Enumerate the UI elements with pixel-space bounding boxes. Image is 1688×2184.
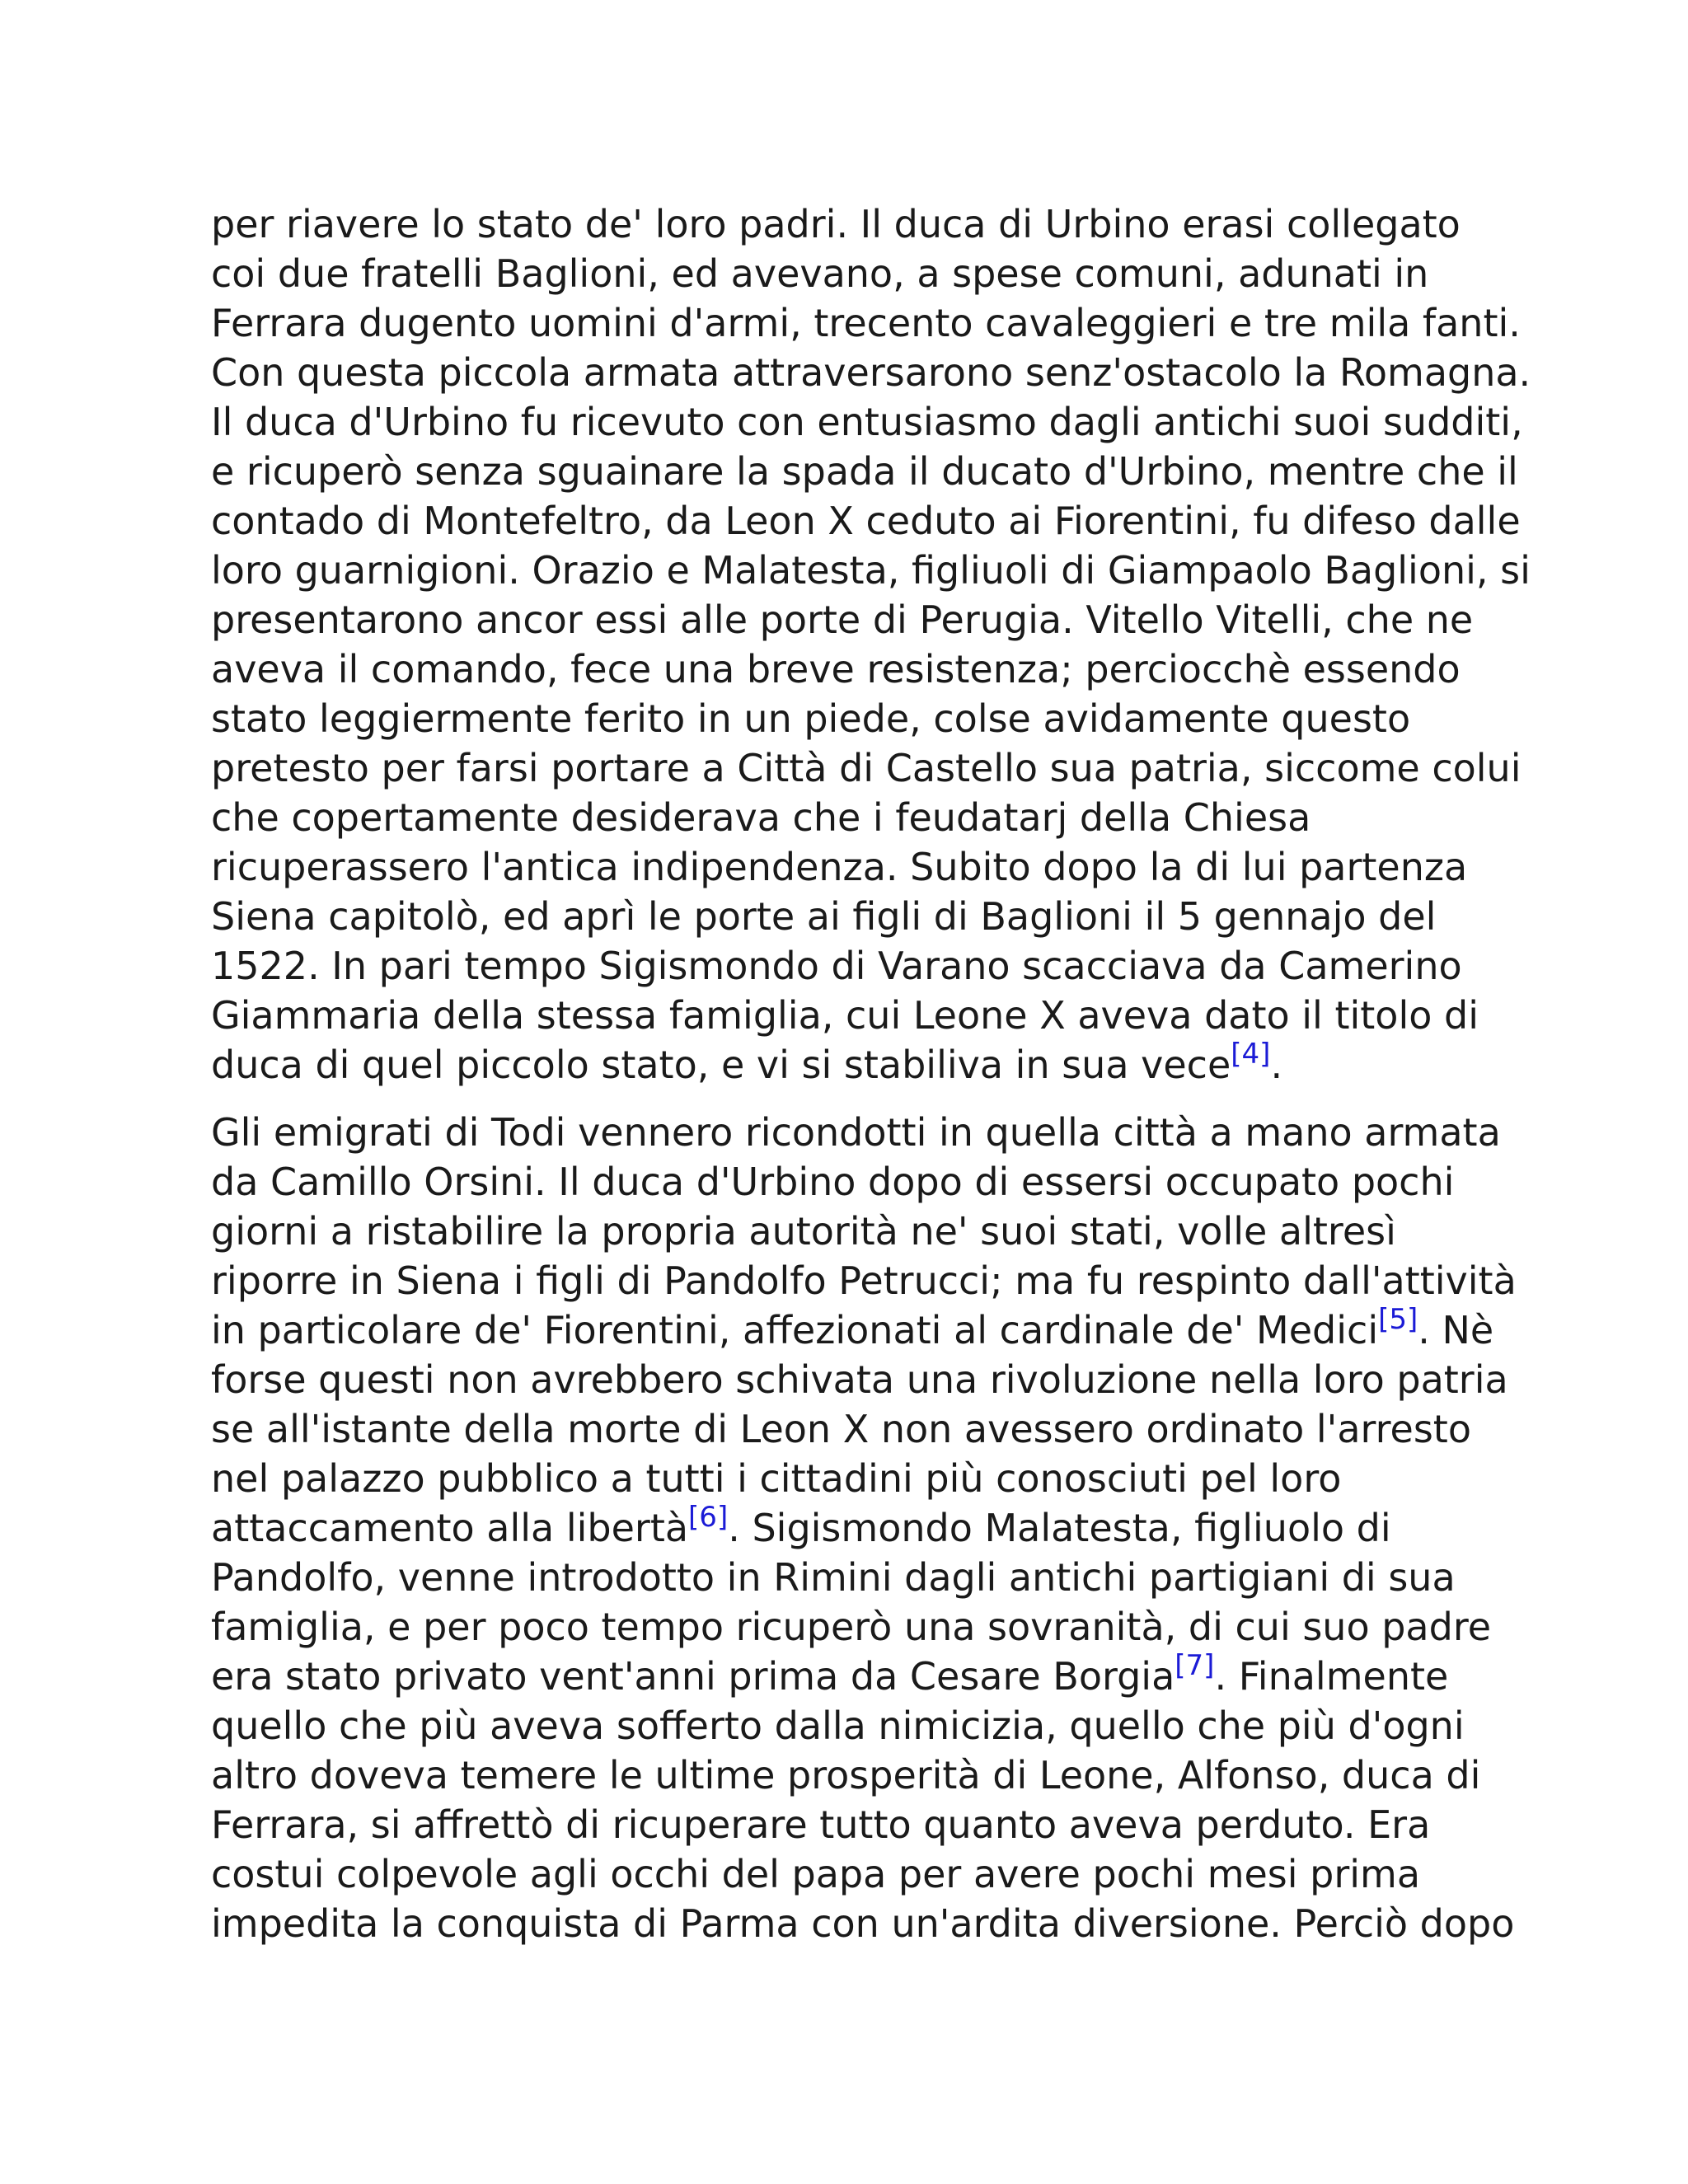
text-segment: . bbox=[1270, 1043, 1283, 1087]
text-segment: da Camillo Orsini. Il duca d'Urbino dopo di essersi occupato pochi bbox=[211, 1160, 1455, 1204]
text-segment: coi due fratelli Baglioni, ed avevano, a spese comuni, adunati in bbox=[211, 251, 1429, 296]
text-segment: . Nè bbox=[1418, 1308, 1494, 1352]
text-segment: quello che più aveva sofferto dalla nimicizia, quello che più d'ogni bbox=[211, 1704, 1465, 1748]
text-segment: forse questi non avrebbero schivata una rivoluzione nella loro patria bbox=[211, 1357, 1508, 1402]
text-segment: . Finalmente bbox=[1214, 1654, 1449, 1699]
text-line bbox=[211, 249, 1477, 298]
text-segment: stato leggiermente ferito in un piede, colse avidamente questo bbox=[211, 696, 1411, 741]
text-segment: . Sigismondo Malatesta, figliuolo di bbox=[728, 1506, 1391, 1550]
text-segment: ricuperassero l'antica indipendenza. Subito dopo la di lui partenza bbox=[211, 845, 1468, 889]
text-segment: presentarono ancor essi alle porte di Perugia. Vitello Vitelli, che ne bbox=[211, 598, 1474, 642]
text-segment: e ricuperò senza sguainare la spada il ducato d'Urbino, mentre che il bbox=[211, 449, 1518, 494]
text-segment: Giammaria della stessa famiglia, cui Leone X aveva dato il titolo di bbox=[211, 993, 1479, 1038]
text-line bbox=[211, 1108, 1501, 1157]
text-segment: pretesto per farsi portare a Città di Castello sua patria, siccome colui bbox=[211, 746, 1522, 790]
text-segment: loro guarnigioni. Orazio e Malatesta, figliuoli di Giampaolo Baglioni, si bbox=[211, 548, 1531, 593]
text-line bbox=[211, 1750, 1481, 1800]
text-line bbox=[211, 1256, 1517, 1305]
text-segment: riporre in Siena i figli di Pandolfo Petrucci; ma fu respinto dall'attività bbox=[211, 1258, 1517, 1303]
text-segment: attaccamento alla libertà bbox=[211, 1506, 689, 1550]
text-segment: nel palazzo pubblico a tutti i cittadini più conosciuti pel loro bbox=[211, 1456, 1342, 1501]
text-line bbox=[211, 743, 1522, 793]
text-line bbox=[211, 1701, 1477, 1750]
text-line bbox=[211, 1602, 1492, 1652]
text-line bbox=[211, 199, 1477, 249]
text-segment: giorni a ristabilire la propria autorità ne' suoi stati, volle altresì bbox=[211, 1209, 1396, 1254]
text-segment: che copertamente desiderava che i feudatarj della Chiesa bbox=[211, 795, 1311, 840]
text-line bbox=[211, 1553, 1477, 1602]
footnote-reference-link[interactable]: [4] bbox=[1231, 1038, 1271, 1071]
text-line bbox=[211, 1899, 1515, 1948]
text-line bbox=[211, 1503, 1477, 1553]
text-segment: Siena capitolò, ed aprì le porte ai figli di Baglioni il 5 gennajo del bbox=[211, 894, 1437, 939]
text-segment: Ferrara, si affrettò di ricuperare tutto quanto aveva perduto. Era bbox=[211, 1802, 1431, 1847]
text-line bbox=[211, 941, 1477, 991]
text-line bbox=[211, 546, 1531, 595]
text-line bbox=[211, 1040, 1477, 1090]
text-line bbox=[211, 1157, 1477, 1207]
text-line bbox=[211, 892, 1477, 941]
text-segment: Ferrara dugento uomini d'armi, trecento cavaleggieri e tre mila fanti. bbox=[211, 301, 1521, 345]
text-line bbox=[211, 1303, 1494, 1355]
text-line bbox=[211, 1355, 1508, 1404]
text-segment: 1522. In pari tempo Sigismondo di Varano scacciava da Camerino bbox=[211, 944, 1462, 988]
text-segment: duca di quel piccolo stato, e vi si stabiliva in sua vece bbox=[211, 1043, 1231, 1087]
text-line bbox=[211, 1454, 1477, 1503]
text-segment: altro doveva temere le ultime prosperità di Leone, Alfonso, duca di bbox=[211, 1753, 1481, 1797]
document-page bbox=[211, 199, 1531, 1948]
text-line bbox=[211, 991, 1477, 1040]
text-line bbox=[211, 298, 1521, 348]
text-line bbox=[211, 842, 1477, 892]
text-line bbox=[211, 496, 1521, 546]
text-segment: impedita la conquista di Parma con un'ardita diversione. Perciò dopo bbox=[211, 1901, 1515, 1946]
text-line bbox=[211, 1849, 1477, 1899]
footnote-reference-link[interactable]: [7] bbox=[1175, 1649, 1215, 1682]
text-segment: costui colpevole agli occhi del papa per avere pochi mesi prima bbox=[211, 1852, 1421, 1896]
text-line bbox=[211, 1800, 1477, 1849]
text-segment: se all'istante della morte di Leon X non avessero ordinato l'arresto bbox=[211, 1407, 1471, 1451]
text-line bbox=[211, 1207, 1477, 1256]
text-line bbox=[211, 1649, 1477, 1701]
text-segment: in particolare de' Fiorentini, affezionati al cardinale de' Medici bbox=[211, 1308, 1379, 1352]
text-segment: Il duca d'Urbino fu ricevuto con entusiasmo dagli antichi suoi sudditi, bbox=[211, 400, 1523, 444]
text-segment: aveva il comando, fece una breve resistenza; perciocchè essendo bbox=[211, 647, 1461, 691]
text-segment: Pandolfo, venne introdotto in Rimini dagli antichi partigiani di sua bbox=[211, 1555, 1456, 1600]
text-segment: per riavere lo stato de' loro padri. Il duca di Urbino erasi collegato bbox=[211, 202, 1461, 246]
paragraph-gap bbox=[211, 1090, 1477, 1108]
text-line bbox=[211, 694, 1477, 743]
text-line bbox=[211, 595, 1477, 644]
text-segment: era stato privato vent'anni prima da Cesare Borgia bbox=[211, 1654, 1175, 1699]
text-line bbox=[211, 793, 1477, 842]
text-line bbox=[211, 447, 1518, 496]
paragraph bbox=[211, 199, 1531, 1090]
text-segment: contado di Montefeltro, da Leon X ceduto ai Fiorentini, fu difeso dalle bbox=[211, 499, 1521, 543]
text-line bbox=[211, 644, 1477, 694]
footnote-reference-link[interactable]: [5] bbox=[1378, 1303, 1418, 1336]
footnote-reference-link[interactable]: [6] bbox=[688, 1501, 729, 1534]
text-line bbox=[211, 397, 1523, 447]
paragraph bbox=[211, 1108, 1517, 1948]
text-line bbox=[211, 1404, 1477, 1454]
text-segment: Con questa piccola armata attraversarono senz'ostacolo la Romagna. bbox=[211, 350, 1531, 395]
text-segment: Gli emigrati di Todi vennero ricondotti in quella città a mano armata bbox=[211, 1110, 1501, 1155]
text-segment: famiglia, e per poco tempo ricuperò una sovranità, di cui suo padre bbox=[211, 1605, 1492, 1649]
text-line bbox=[211, 348, 1531, 397]
